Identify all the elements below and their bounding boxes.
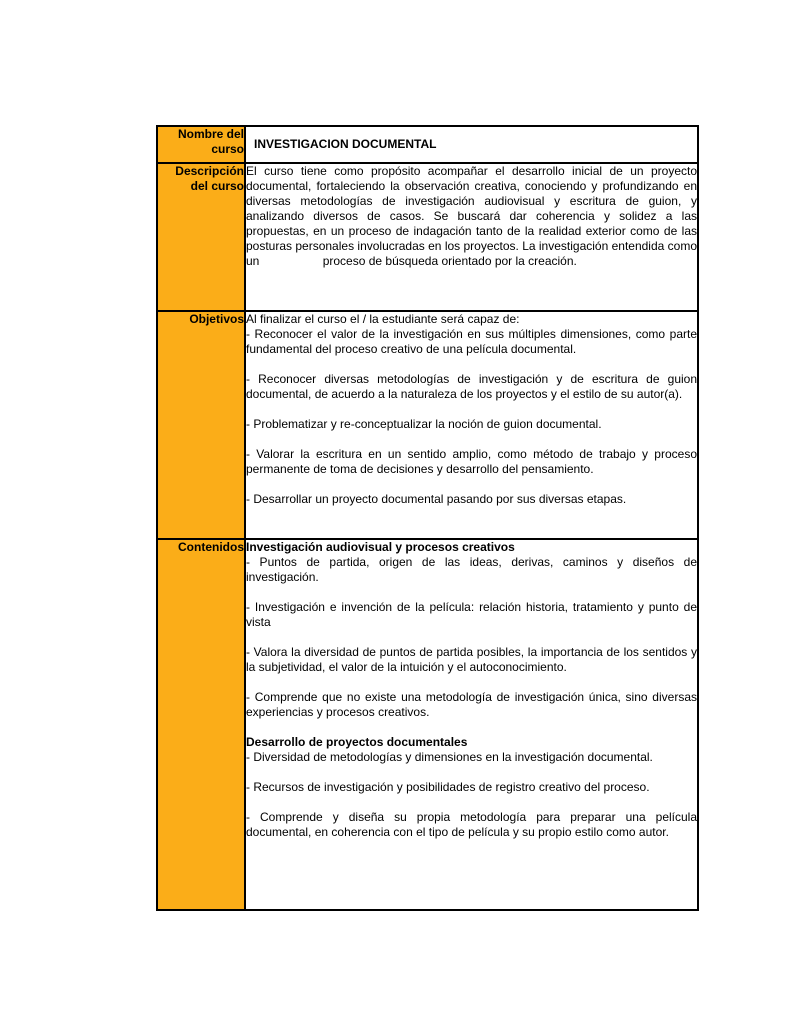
objetivos-label: Objetivos — [157, 311, 245, 539]
objetivos-items — [246, 327, 697, 507]
row-objetivos — [157, 311, 698, 539]
content-item: - Valora la diversidad de puntos de partida posibles, la importancia de los sentidos y la subjetividad, el valor de la intuición y el autoconocimiento. — [246, 645, 697, 674]
content-section-heading: Desarrollo de proyectos documentales — [246, 735, 468, 749]
objetivos-intro: Al finalizar el curso el / la estudiante será capaz de: — [246, 312, 520, 326]
content-item: - Comprende que no existe una metodología de investigación única, sino diversas experiencias y procesos creativos. — [246, 690, 697, 719]
objective-item: - Valorar la escritura en un sentido amplio, como método de trabajo y proceso permanente de toma de decisiones y desarrollo del pensamiento. — [246, 447, 697, 476]
content-section-heading: Investigación audiovisual y procesos creativos — [246, 540, 515, 554]
row-contenidos — [157, 539, 698, 910]
content-item: - Puntos de partida, origen de las ideas, derivas, caminos y diseños de investigación. — [246, 555, 697, 584]
course-table-container — [156, 125, 699, 911]
descripcion-label: Descripción del curso — [157, 163, 245, 311]
objective-item: - Reconocer diversas metodologías de investigación y de escritura de guion documental, de acuerdo a la naturaleza de los proyectos y el estilo de su autor(a). — [246, 372, 697, 401]
course-title: INVESTIGACION DOCUMENTAL — [245, 126, 698, 163]
content-item: - Comprende y diseña su propia metodología para preparar una película documental, en coherencia con el tipo de película y su propio estilo como autor. — [246, 810, 697, 839]
content-item: - Investigación e invención de la película: relación historia, tratamiento y punto de vista — [246, 600, 697, 629]
objective-item: - Problematizar y re-conceptualizar la noción de guion documental. — [246, 417, 602, 431]
objective-item: - Desarrollar un proyecto documental pasando por sus diversas etapas. — [246, 492, 627, 506]
row-descripcion — [157, 163, 698, 311]
descripcion-cell — [245, 163, 698, 311]
objetivos-cell — [245, 311, 698, 539]
content-item: - Diversidad de metodologías y dimensiones en la investigación documental. — [246, 750, 653, 764]
content-item: - Recursos de investigación y posibilidades de registro creativo del proceso. — [246, 780, 650, 794]
nombre-curso-label: Nombre del curso — [157, 126, 245, 163]
contenidos-sections — [246, 540, 697, 840]
course-table — [156, 125, 699, 911]
objective-item: - Reconocer el valor de la investigación en sus múltiples dimensiones, como parte fundamental del proceso creativo de una película documental. — [246, 327, 697, 356]
row-nombre — [157, 126, 698, 163]
contenidos-label: Contenidos — [157, 539, 245, 910]
descripcion-text: El curso tiene como propósito acompañar el desarrollo inicial de un proyecto documental, fortaleciendo la observación creativa, conociendo y profundizando en diversas metodologías de investigación audiovisual y escritura de guion, y analizando diversos de casos. Se buscará dar coherencia y solidez a las propuestas, en un proceso de indagación tanto de la realidad exterior como de las posturas personales involucradas en los proyectos. La investigación entendida como un proceso de búsqueda orientado por la creación. — [246, 164, 697, 268]
contenidos-cell — [245, 539, 698, 910]
